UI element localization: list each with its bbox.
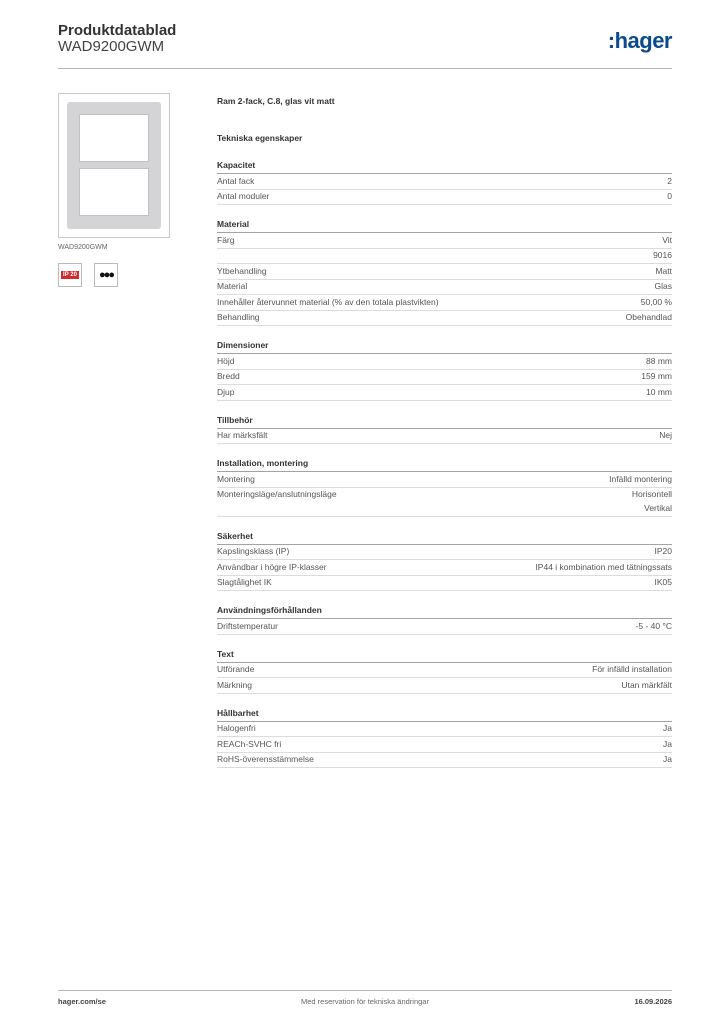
section-7 [217, 649, 672, 694]
section-title: Installation, montering [217, 458, 672, 472]
property-value-line: För infälld installation [592, 664, 672, 674]
section-8 [217, 708, 672, 769]
frame-opening-top [79, 114, 149, 162]
property-row [217, 264, 672, 280]
property-value [663, 722, 672, 736]
property-value-line: Ja [663, 738, 672, 749]
property-label: Slagtålighet IK [217, 577, 272, 587]
property-row [217, 678, 672, 694]
property-row [217, 190, 672, 206]
property-row [217, 753, 672, 769]
property-row [217, 233, 672, 249]
hager-logo: :hager [607, 28, 672, 53]
property-value-line: Infälld montering [609, 473, 672, 484]
section-title: Användningsförhållanden [217, 605, 672, 619]
properties-title: Tekniska egenskaper [217, 133, 303, 143]
property-value-line: 88 mm [646, 355, 672, 366]
property-value [655, 265, 672, 279]
section-3 [217, 415, 672, 445]
property-value [632, 488, 672, 515]
section-title: Hållbarhet [217, 708, 672, 722]
section-title: Text [217, 649, 672, 663]
property-label: Har märksfält [217, 430, 268, 440]
section-title: Kapacitet [217, 160, 672, 174]
property-label: REACh-SVHC fri [217, 738, 282, 749]
property-label: Driftstemperatur [217, 620, 278, 631]
property-row [217, 560, 672, 576]
property-value [655, 576, 673, 590]
property-row [217, 354, 672, 370]
property-sections [217, 160, 672, 768]
section-0 [217, 160, 672, 205]
property-value-line: Utan märkfält [621, 679, 672, 690]
property-value-line: 9016 [653, 250, 672, 260]
property-label: Färg [217, 234, 235, 245]
property-value-line: Glas [654, 281, 672, 291]
property-value-line: 159 mm [641, 371, 672, 381]
document-subtitle: WAD9200GWM [58, 38, 165, 55]
property-value-line: 50,00 % [640, 296, 672, 307]
section-title: Säkerhet [217, 531, 672, 545]
property-value-line: IK05 [654, 577, 672, 587]
property-value [659, 429, 672, 443]
property-value [667, 190, 672, 204]
property-row [217, 295, 672, 311]
property-value [592, 663, 672, 677]
property-row [217, 737, 672, 753]
property-value-line: IP20 [654, 546, 672, 556]
property-row [217, 576, 672, 592]
page-header [58, 22, 672, 68]
property-row [217, 545, 672, 561]
property-label: Antal fack [217, 175, 255, 186]
section-title: Material [217, 219, 672, 233]
property-value-line: Vertikal [644, 502, 672, 513]
property-label: RoHS-överensstämmelse [217, 754, 314, 764]
property-row [217, 619, 672, 635]
property-row [217, 280, 672, 296]
ip20-icon [58, 263, 82, 287]
property-value-line: Ja [663, 723, 672, 733]
property-value [663, 753, 672, 767]
property-value [621, 679, 672, 693]
property-value [641, 296, 672, 310]
property-value-line: IP44 i kombination med tätningssats [535, 561, 672, 572]
property-row [217, 370, 672, 386]
property-value [662, 234, 672, 248]
property-value [636, 620, 672, 634]
frame-opening-bottom [79, 168, 149, 216]
property-value-line: Horisontell [631, 489, 672, 499]
property-label: Kapslingsklass (IP) [217, 546, 290, 556]
property-label: Märkning [217, 679, 252, 690]
property-value-line: -5 - 40 °C [635, 620, 672, 631]
section-2 [217, 340, 672, 401]
property-label: Material [217, 281, 248, 291]
section-1 [217, 219, 672, 326]
property-row [217, 663, 672, 679]
property-row [217, 722, 672, 738]
document-title: Produktdatablad [58, 22, 177, 39]
product-sidebar [58, 93, 198, 287]
property-label: Innehåller återvunnet material (% av den totala plastvikten) [217, 296, 439, 307]
property-label: Ytbehandling [217, 265, 267, 276]
footer-website: hager.com/se [58, 997, 106, 1006]
product-image [58, 93, 170, 238]
property-icons [58, 263, 198, 287]
property-value [653, 249, 672, 263]
property-row [217, 174, 672, 190]
property-label: Monteringsläge/anslutningsläge [217, 489, 337, 499]
property-row [217, 488, 672, 517]
property-value [655, 280, 672, 294]
section-title: Dimensioner [217, 340, 672, 354]
property-value [641, 370, 672, 384]
section-4 [217, 458, 672, 517]
property-row [217, 249, 672, 265]
footer-divider [58, 990, 672, 991]
property-label: Antal moduler [217, 191, 270, 201]
section-title: Tillbehör [217, 415, 672, 429]
property-row [217, 385, 672, 401]
property-value-line: Matt [655, 265, 672, 276]
property-value-line: Vit [662, 234, 672, 245]
property-label: Montering [217, 473, 255, 484]
property-value-line: 0 [667, 191, 672, 201]
footer-disclaimer: Med reservation för tekniska ändringar [301, 997, 429, 1006]
property-label: Utförande [217, 664, 255, 674]
frame-illustration [67, 102, 161, 229]
section-6 [217, 605, 672, 635]
ip-badge-label: IP 20 [63, 272, 77, 278]
property-label: Användbar i högre IP-klasser [217, 561, 327, 572]
section-5 [217, 531, 672, 592]
product-details [217, 96, 672, 768]
property-value-line: 2 [667, 175, 672, 186]
property-value [646, 386, 672, 400]
image-caption: WAD9200GWM [58, 244, 108, 251]
property-value-line: 10 mm [646, 386, 672, 397]
property-row [217, 429, 672, 445]
property-label: Bredd [217, 371, 240, 381]
property-value-line: Nej [659, 430, 672, 440]
property-value [646, 355, 672, 369]
property-row [217, 472, 672, 488]
property-value [663, 738, 672, 752]
property-value [667, 175, 672, 189]
property-row [217, 311, 672, 327]
property-value-line: Ja [663, 754, 672, 764]
property-label: Djup [217, 386, 235, 397]
property-label: Höjd [217, 355, 235, 366]
header-divider [58, 68, 672, 69]
property-label: Halogenfri [217, 723, 256, 733]
property-value-line: Obehandlad [625, 312, 672, 322]
property-value [626, 311, 672, 325]
property-value [535, 561, 672, 575]
property-value [655, 545, 673, 559]
product-name: Ram 2-fack, C.8, glas vit matt [217, 96, 335, 106]
footer-date: 16.09.2026 [634, 997, 672, 1006]
property-value [609, 473, 672, 487]
property-label: Behandling [217, 312, 260, 322]
water-drops-icon: ●●● [94, 263, 118, 287]
